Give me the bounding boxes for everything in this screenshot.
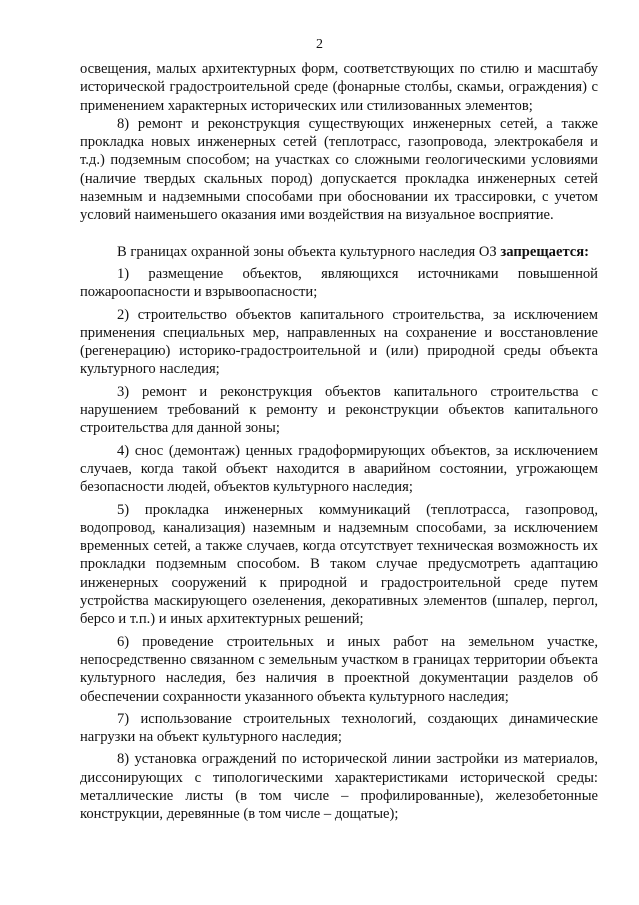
prohibition-item-3: 3) ремонт и реконструкция объектов капитального строительства с нарушением требований к ремонту и реконструкции объектов капитального строительства для данной зоны;	[80, 383, 598, 437]
prohibition-item-1: 1) размещение объектов, являющихся источниками повышенной пожароопасности и взрывоопасности;	[80, 265, 598, 301]
paragraph-continuation: освещения, малых архитектурных форм, соответствующих по стилю и масштабу исторической градостроительной среде (фонарные столбы, скамьи, ограждения) с применением характерных исторических или стилизованных элементов;	[80, 61, 598, 114]
list-item-8-allowed: 8) ремонт и реконструкция существующих инженерных сетей, а также прокладка новых инженерных сетей (теплотрасс, газопровода, электрокабеля и т.д.) подземным способом; на участках со сложными геологическими условиями (наличие твердых скальных пород) допускается прокладка инженерных сетей наземным и надземными способами при обосновании их трассировки, с учетом условий наименьшего оказания ими воздействия на визуальное восприятие.	[80, 115, 598, 224]
prohibitions-intro-bold: запрещается:	[500, 243, 590, 260]
prohibition-item-7: 7) использование строительных технологий, создающих динамические нагрузки на объект культурного наследия;	[80, 710, 598, 746]
prohibition-item-2: 2) строительство объектов капитального строительства, за исключением применения специальных мер, направленных на сохранение и восстановление (регенерацию) историко-градостроительной и (или) природной среды объекта культурного наследия;	[80, 306, 598, 378]
prohibition-item-6: 6) проведение строительных и иных работ на земельном участке, непосредственно связанном с земельным участком в границах территории объекта культурного наследия, без наличия в проектной документации разделов об обеспечении сохранности указанного объекта культурного наследия;	[80, 633, 598, 705]
prohibition-item-5: 5) прокладка инженерных коммуникаций (теплотрасса, газопровод, водопровод, канализация) наземным и надземным способами, за исключением временных сетей, а также случаев, когда отсутствует техническая возможность их прокладки подземным способом. В таком случае предусмотреть адаптацию инженерных сооружений к природной и градостроительной среде путем устройства маскирующего озеленения, декоративных элементов (шпалер, пергол, берсо и т.п.) и иных архитектурных решений;	[80, 501, 598, 628]
prohibitions-intro	[80, 243, 598, 261]
prohibition-item-8: 8) установка ограждений по исторической линии застройки из материалов, диссонирующих с типологическими характеристиками исторической среды: металлические листы (в том числе – профилированные), железобетонные конструкции, деревянные (в том числе – дощатые);	[80, 751, 598, 823]
prohibitions-intro-text: В границах охранной зоны объекта культурного наследия ОЗ	[117, 243, 497, 260]
document-body	[80, 60, 598, 824]
prohibition-item-4: 4) снос (демонтаж) ценных градоформирующих объектов, за исключением случаев, когда такой объект находится в аварийном состоянии, угрожающем безопасности людей, объектов культурного наследия;	[80, 442, 598, 496]
page-number: 2	[316, 37, 323, 52]
